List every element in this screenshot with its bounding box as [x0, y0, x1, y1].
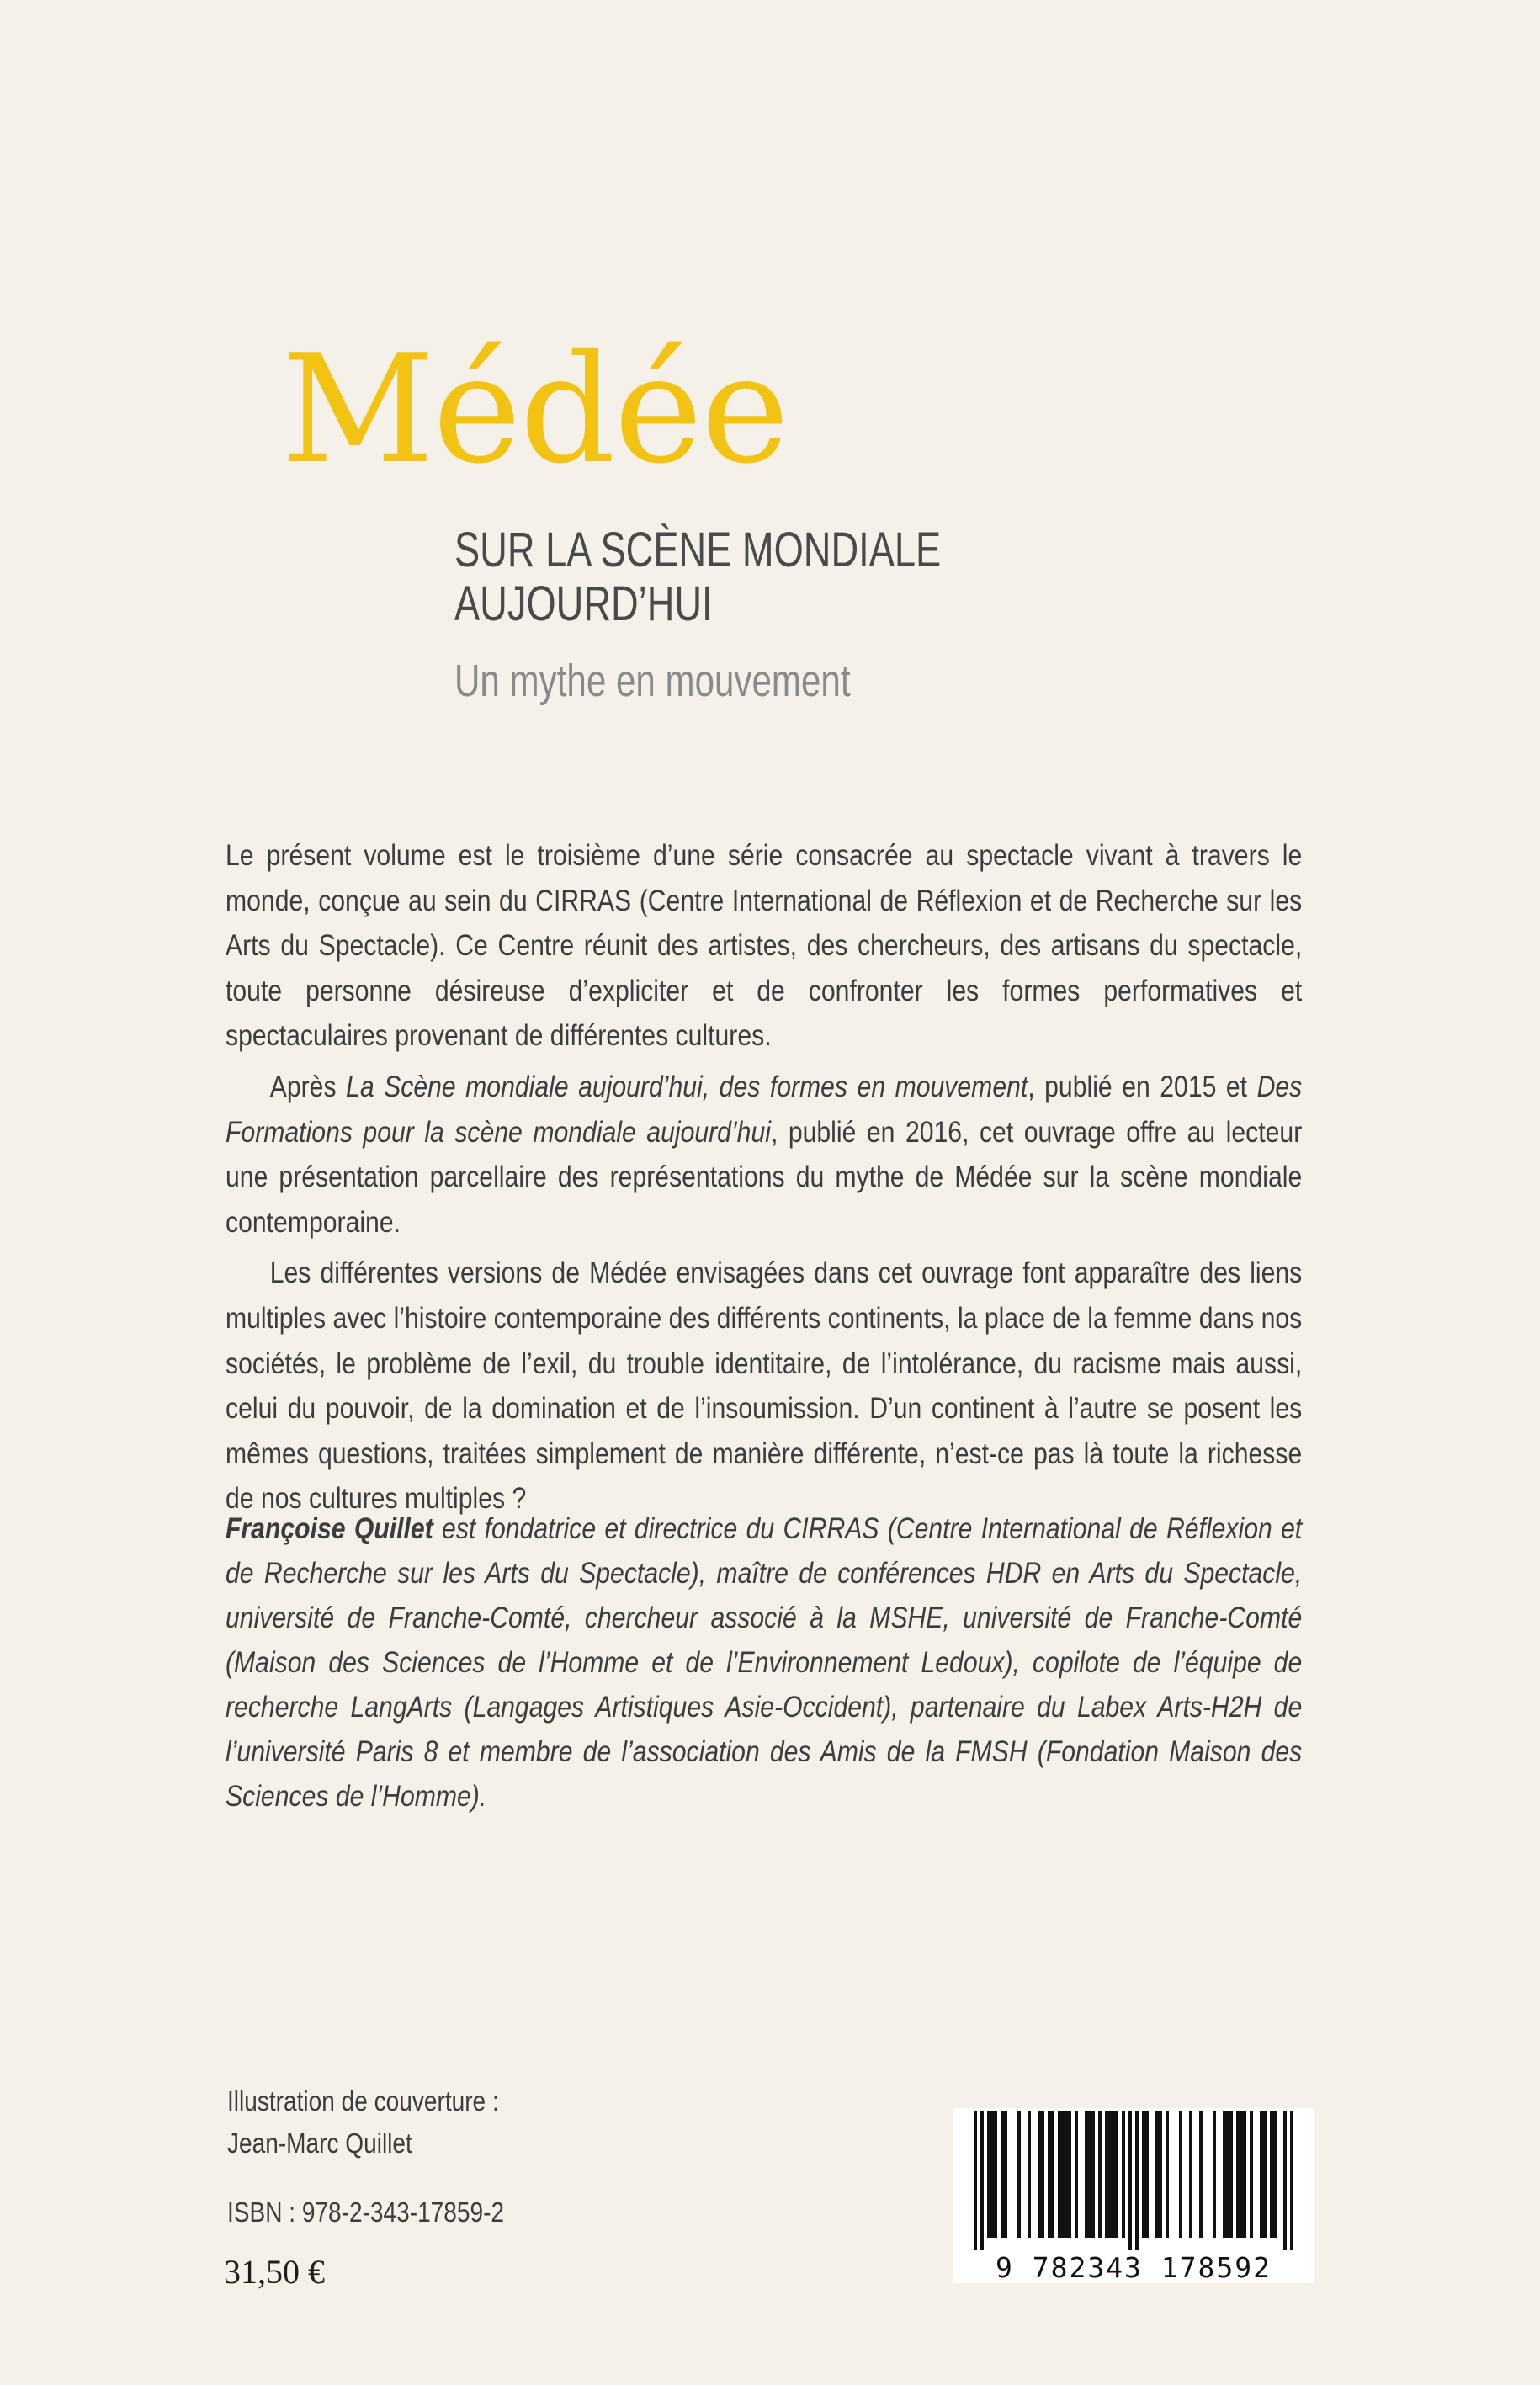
- barcode-bar: [1179, 2111, 1182, 2238]
- barcode-bar: [1105, 2111, 1118, 2238]
- barcode: [953, 2108, 1314, 2283]
- barcode-guard-bar: [980, 2111, 984, 2250]
- barcode-bar: [1142, 2111, 1149, 2238]
- barcode-bar: [1155, 2111, 1162, 2238]
- author-bio-text: est fondatrice et directrice du CIRRAS (Centre International de Réflexion et de Recherche sur les Arts du Spectacle), maître de conférences HDR en Arts du Spectacle, université de Franche-Comté, chercheur associé à la MSHE, université de Franche-Comté (Maison des Sciences de l’Homme et de l’Environnement Ledoux), copilote de l’équipe de recherche LangArts (Langages Artistiques Asie-Occident), partenaire du Labex Arts-H2H de l’université Paris 8 et membre de l’association des Amis de la FMSH (Fondation Maison des Sciences de l’Homme).: [226, 1511, 1303, 1813]
- illustration-credits: [227, 2080, 499, 2165]
- summary-paragraph-2: [226, 1065, 1302, 1245]
- barcode-bar: [1098, 2111, 1102, 2238]
- price: 31,50 €: [224, 2253, 325, 2291]
- barcode-bar: [1166, 2111, 1169, 2238]
- barcode-guard-bar: [1128, 2111, 1132, 2250]
- summary-paragraph-3: Les différentes versions de Médée envisagées dans cet ouvrage font apparaître des liens multiples avec l’histoire contemporaine des différents continents, la place de la femme dans nos sociétés, le problème de l’exil, du trouble identitaire, de l’intolérance, du racisme mais aussi, celui du pouvoir, de la domination et de l’insoumission. D’un continent à l’autre se posent les mêmes questions, traitées simplement de manière différente, n’est-ce pas là toute la richesse de nos cultures multiples ?: [226, 1256, 1303, 1516]
- barcode-guard-bar: [974, 2111, 977, 2250]
- back-cover-summary: [226, 833, 1302, 1527]
- barcode-bar: [1250, 2111, 1253, 2238]
- barcode-bar: [1270, 2111, 1277, 2238]
- barcode-bar: [1028, 2111, 1031, 2238]
- cited-title-1: La Scène mondiale aujourd’hui, des formes en mouvement: [346, 1069, 1028, 1103]
- barcode-bar: [1260, 2111, 1267, 2238]
- barcode-bar: [1199, 2111, 1203, 2238]
- barcode-bar: [1189, 2111, 1192, 2238]
- barcode-bar: [1223, 2111, 1233, 2238]
- paragraph-2-text-b: , publié en 2015 et: [1028, 1069, 1257, 1103]
- cited-title-2: Des Formations pour la scène mondiale aujourd’hui: [226, 1069, 1303, 1149]
- subtitle-line-1: SUR LA SCÈNE MONDIALE: [454, 523, 942, 577]
- barcode-bar: [1075, 2111, 1078, 2238]
- author-name: Françoise Quillet: [226, 1511, 433, 1545]
- subtitle-line-2: AUJOURD’HUI: [454, 576, 713, 631]
- barcode-guard-bar: [1290, 2111, 1293, 2250]
- barcode-bar: [1048, 2111, 1054, 2238]
- book-subtitle: [454, 523, 941, 631]
- barcode-bar: [1058, 2111, 1071, 2238]
- barcode-guard-bar: [1283, 2111, 1287, 2250]
- author-bio: [226, 1506, 1302, 1819]
- barcode-digits: 9 782343 178592: [995, 2251, 1272, 2284]
- barcode-bar: [1001, 2111, 1007, 2238]
- barcode-bar: [1213, 2111, 1216, 2238]
- barcode-bars: [953, 2108, 1314, 2250]
- paragraph-2-text-c: , publié en 2016, cet ouvrage offre au lecteur une présentation parcellaire des représentations du mythe de Médée sur la scène mondiale contemporaine.: [226, 1114, 1303, 1239]
- credits-label: Illustration de couverture :: [227, 2085, 499, 2117]
- barcode-bar: [1122, 2111, 1125, 2238]
- credits-name: Jean-Marc Quillet: [227, 2127, 412, 2159]
- book-title: Médée: [281, 322, 789, 497]
- barcode-guard-bar: [1135, 2111, 1139, 2250]
- barcode-bar: [1017, 2111, 1021, 2238]
- summary-paragraph-1: Le présent volume est le troisième d’une série consacrée au spectacle vivant à travers le monde, conçue au sein du CIRRAS (Centre International de Réflexion et de Recherche sur les Arts du Spectacle). Ce Centre réunit des artistes, des chercheurs, des artisans du spectacle, toute personne désireuse d’expliciter et de confronter les formes performatives et spectaculaires provenant de différentes cultures.: [226, 838, 1303, 1053]
- isbn: ISBN : 978-2-343-17859-2: [227, 2196, 505, 2228]
- barcode-bar: [1038, 2111, 1044, 2238]
- barcode-bar: [987, 2111, 997, 2238]
- barcode-bar: [1085, 2111, 1095, 2238]
- barcode-bar: [1236, 2111, 1246, 2238]
- paragraph-2-text-a: Après: [269, 1069, 347, 1103]
- book-tagline: Un mythe en mouvement: [454, 656, 851, 706]
